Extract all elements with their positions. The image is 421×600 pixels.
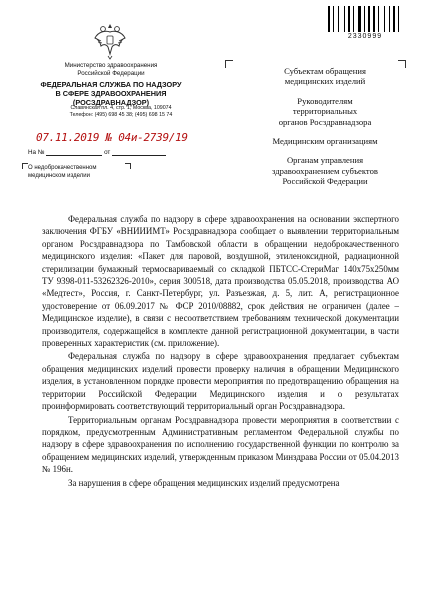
- body-paragraph: Федеральная служба по надзору в сфере здравоохранения предлагает субъектам обращения медицинских изделий провести проверку наличия в обращении Медицинского изделия, в установленном порядке провести мероприятия по предотвращению обращения на территории Российской Федерации Медицинского изделия и о результатах проинформировать соответствующий территориальный орган Росздравнадзора.: [42, 351, 399, 412]
- barcode-bar: [380, 6, 383, 32]
- handwritten-registration: 07.11.2019 № 04и-2739/19: [36, 131, 188, 144]
- barcode-bar: [346, 6, 347, 32]
- sender-address: Славянская пл. 4, стр. 1, Москва, 109074 Телефон: (495) 698 45 38; (495) 698 15 74: [69, 105, 173, 118]
- body-paragraph: Федеральная служба по надзору в сфере здравоохранения на основании экспертного заключения ФГБУ «ВНИИИМТ» Росздравнадзора сообщает о выявлении территориальным органом Росздравнадзора по Тамбовской области в обращении недоброкачественного медицинского изделия: «Пакет для паровой, воздушной, этиленоксидной, радиационной стерилизации бумажный термосвариваемый со складкой ПБТСС-СтериМаг 140х75х250мм ТУ 9398-011-53262326-2010», серия 300518, дата производства 05.05.2018, производства АО «Медтест», Россия, г. Санкт-Петербург, ул. Разъезжая, д. 5, лит. А, регистрационное удостоверение от 06.09.2017 № ФСР 2010/08882, срок действия не ограничен (далее – Медицинское изделие), в связи с несоответствием требованиям технической документации производителя, содержащейся в комплекте данной регистрационной документации, в части проверенных характеристик (см. приложение).: [42, 214, 399, 349]
- recipient-entry: Руководителям территориальных органов Росздравнадзора: [278, 95, 372, 127]
- recipient-entry: Медицинским организациям: [272, 136, 378, 147]
- barcode-bar: [373, 6, 375, 32]
- barcode-bar: [358, 6, 361, 32]
- barcode-bar: [366, 6, 367, 32]
- letter-subject: О недоброкачественном медицинском изделии: [28, 165, 97, 179]
- barcode-bar: [355, 6, 357, 32]
- barcode-number: 2330999: [347, 33, 383, 40]
- barcode-bar: [344, 6, 345, 32]
- ministry-name: Министерство здравоохранения Российской Федерации: [64, 62, 158, 77]
- barcode-bar: [396, 6, 397, 32]
- barcode-bar: [386, 6, 388, 32]
- barcode-bar: [368, 6, 370, 32]
- body-paragraph: Территориальным органам Росздравнадзора провести мероприятия в соответствии с порядком, предусмотренным Административным регламентом Федеральной службы по надзору в сфере здравоохранения по исполнению государственной функции по контролю за обращением медицинских изделий, утвержденным приказом Минздрава России от 05.04.2013 № 196н.: [42, 414, 399, 475]
- barcode-bar: [351, 6, 352, 32]
- barcode-bar: [378, 6, 379, 32]
- barcode-bar: [384, 6, 385, 32]
- from-field-line: [112, 148, 166, 156]
- barcode-bar: [393, 6, 395, 32]
- letter-body: [42, 213, 399, 490]
- barcode-bar: [348, 6, 350, 32]
- recipients-block: [250, 66, 400, 196]
- barcode-bar: [338, 6, 339, 32]
- barcode-bar: [340, 6, 343, 32]
- no-label: На №: [28, 149, 45, 156]
- from-label: от: [104, 149, 111, 156]
- no-field-line: [46, 148, 102, 156]
- recipient-bracket-left: [225, 60, 233, 68]
- barcode-bar: [362, 6, 363, 32]
- subject-bracket-right: [125, 163, 131, 169]
- barcode-bar: [398, 6, 399, 32]
- barcode-bar: [353, 6, 354, 32]
- barcode-bar: [400, 6, 402, 32]
- service-name: ФЕДЕРАЛЬНАЯ СЛУЖБА ПО НАДЗОРУ В СФЕРЕ ЗДРАВООХРАНЕНИЯ (РОСЗДРАВНАДЗОР): [40, 80, 182, 107]
- sender-header: [6, 62, 216, 107]
- recipient-entry: Органам управления здравоохранением субъектов Российской Федерации: [272, 155, 378, 187]
- barcode-bars: [328, 6, 403, 32]
- barcode-bar: [335, 6, 337, 32]
- barcode-bar: [376, 6, 377, 32]
- reference-line: [28, 148, 166, 156]
- barcode-bar: [389, 6, 390, 32]
- recipient-entry: Субъектам обращения медицинских изделий: [284, 66, 366, 87]
- barcode-bar: [391, 6, 392, 32]
- body-paragraph: За нарушения в сфере обращения медицинских изделий предусмотрена: [68, 477, 340, 488]
- barcode-bar: [364, 6, 365, 32]
- barcode-bar: [328, 6, 330, 32]
- barcode-bar: [331, 6, 332, 32]
- barcode: [334, 6, 396, 40]
- barcode-bar: [371, 6, 372, 32]
- coat-of-arms-icon: [92, 20, 128, 60]
- barcode-bar: [333, 6, 334, 32]
